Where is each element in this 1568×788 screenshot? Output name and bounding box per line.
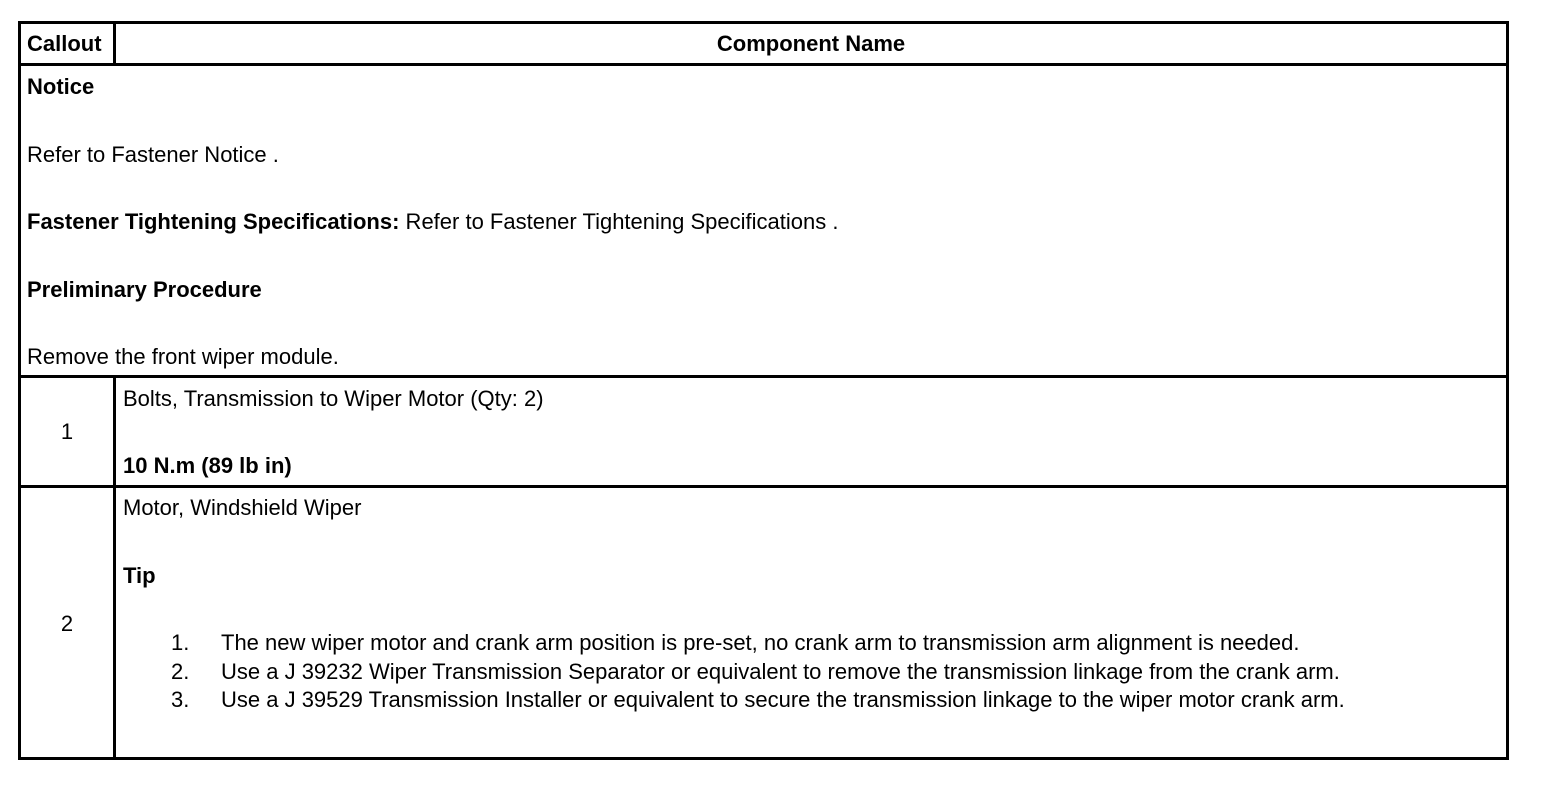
tip-number: 2. <box>171 659 190 684</box>
component-cell <box>116 378 1506 485</box>
component-name: Motor, Windshield Wiper <box>123 495 362 520</box>
tip-list-item <box>171 630 1299 656</box>
tip-list-item <box>171 687 1345 713</box>
tip-text: Use a J 39529 Transmission Installer or equivalent to secure the transmission linkage to the wiper motor crank arm. <box>221 687 1345 712</box>
tip-number: 3. <box>171 687 190 712</box>
notice-refer-text: Refer to Fastener Notice . <box>27 142 279 167</box>
header-callout: Callout <box>21 24 116 63</box>
header-component-name: Component Name <box>716 31 906 56</box>
fastener-spec-label: Fastener Tightening Specifications: <box>27 209 400 234</box>
preliminary-procedure-title: Preliminary Procedure <box>27 277 262 302</box>
component-name: Bolts, Transmission to Wiper Motor (Qty: 2) <box>123 386 544 411</box>
tip-title: Tip <box>123 563 156 588</box>
fastener-spec-text: Refer to Fastener Tightening Specifications . <box>399 209 839 234</box>
notice-section <box>21 66 1506 378</box>
tip-text: Use a J 39232 Wiper Transmission Separator or equivalent to remove the transmission linkage from the crank arm. <box>221 659 1340 684</box>
table-row <box>21 488 1506 760</box>
table-header-row <box>21 24 1506 66</box>
fastener-spec-line <box>27 209 838 235</box>
tip-text: The new wiper motor and crank arm position is pre-set, no crank arm to transmission arm alignment is needed. <box>221 630 1300 655</box>
component-cell <box>116 488 1506 760</box>
notice-title: Notice <box>27 74 95 99</box>
callout-number: 2 <box>21 488 116 760</box>
tip-number: 1. <box>171 630 190 655</box>
torque-spec: 10 N.m (89 lb in) <box>123 453 292 478</box>
table-row <box>21 378 1506 488</box>
preliminary-procedure-text: Remove the front wiper module. <box>27 344 339 369</box>
component-table <box>18 21 1509 760</box>
callout-number: 1 <box>21 378 116 485</box>
tip-list-item <box>171 659 1340 685</box>
